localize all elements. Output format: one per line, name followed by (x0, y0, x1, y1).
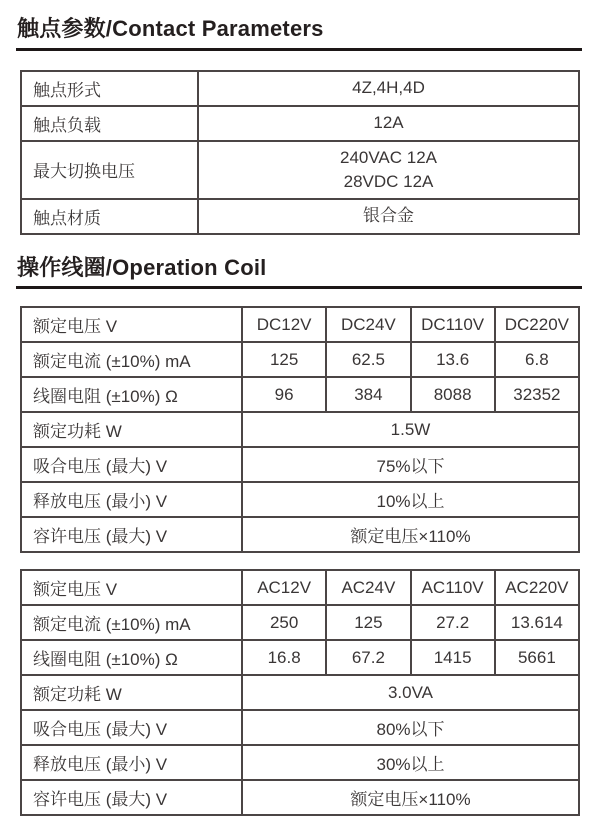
spec-label-cell: 额定电流 (±10%) mA (21, 342, 242, 377)
contact-table-row (21, 199, 579, 234)
spec-value-cell (198, 141, 579, 199)
spec-value-line: 240VAC 12A (339, 147, 438, 167)
spec-value-line: 28VDC 12A (343, 171, 434, 191)
spec-value-cell: 27.2 (411, 605, 495, 640)
spec-value-cell: 1415 (411, 640, 495, 675)
coil-table-row (21, 412, 579, 447)
coil-voltage-header-cell: DC220V (495, 307, 579, 342)
coil-table-header-row (21, 307, 579, 342)
spec-label-cell: 触点形式 (21, 71, 198, 106)
spec-value-cell: 6.8 (495, 342, 579, 377)
spec-label-cell: 额定电压 V (21, 570, 242, 605)
coil-table-row (21, 482, 579, 517)
spec-value-cell: 67.2 (326, 640, 410, 675)
spec-label-cell: 释放电压 (最小) V (21, 745, 242, 780)
contact-table-row (21, 106, 579, 141)
spec-value-cell: 384 (326, 377, 410, 412)
spec-label-cell: 触点材质 (21, 199, 198, 234)
spec-label-cell: 触点负载 (21, 106, 198, 141)
spec-value-line: 12A (373, 113, 404, 132)
spec-label-cell: 线圈电阻 (±10%) Ω (21, 377, 242, 412)
spec-span-value-cell: 75%以下 (242, 447, 579, 482)
spec-span-value-cell: 额定电压×110% (242, 780, 579, 815)
spec-label-cell: 线圈电阻 (±10%) Ω (21, 640, 242, 675)
spec-value-cell: 125 (326, 605, 410, 640)
spec-value-cell (198, 199, 579, 234)
spec-span-value-cell: 额定电压×110% (242, 517, 579, 552)
contact-table-row (21, 141, 579, 199)
dc-coil-table (20, 306, 580, 553)
spec-value-cell: 96 (242, 377, 326, 412)
coil-voltage-header-cell: AC220V (495, 570, 579, 605)
spec-label-cell: 释放电压 (最小) V (21, 482, 242, 517)
spec-value-cell: 250 (242, 605, 326, 640)
coil-voltage-header-cell: DC24V (326, 307, 410, 342)
dc-coil-table-body (21, 307, 579, 552)
coil-voltage-header-cell: DC110V (411, 307, 495, 342)
coil-table-row (21, 377, 579, 412)
spec-span-value-cell: 80%以下 (242, 710, 579, 745)
contact-parameters-table (20, 70, 580, 235)
coil-voltage-header-cell: AC24V (326, 570, 410, 605)
spec-label-cell: 容许电压 (最大) V (21, 517, 242, 552)
coil-voltage-header-cell: AC12V (242, 570, 326, 605)
spec-label-cell: 吸合电压 (最大) V (21, 710, 242, 745)
spec-value-cell (198, 71, 579, 106)
spec-span-value-cell: 3.0VA (242, 675, 579, 710)
coil-table-row (21, 675, 579, 710)
coil-table-header-row (21, 570, 579, 605)
spec-value-cell: 62.5 (326, 342, 410, 377)
spec-span-value-cell: 1.5W (242, 412, 579, 447)
spec-label-cell: 额定电压 V (21, 307, 242, 342)
coil-voltage-header-cell: AC110V (411, 570, 495, 605)
spec-span-value-cell: 30%以上 (242, 745, 579, 780)
coil-table-row (21, 710, 579, 745)
spec-value-cell: 16.8 (242, 640, 326, 675)
spec-value-cell (198, 106, 579, 141)
spec-label-cell: 最大切换电压 (21, 141, 198, 199)
ac-coil-table (20, 569, 580, 816)
contact-parameters-table-body (21, 71, 579, 234)
spec-label-cell: 额定电流 (±10%) mA (21, 605, 242, 640)
contact-table-row (21, 71, 579, 106)
coil-table-row (21, 605, 579, 640)
coil-table-row (21, 640, 579, 675)
spec-value-cell: 13.614 (495, 605, 579, 640)
spec-value-line: 银合金 (363, 206, 414, 225)
spec-value-cell: 13.6 (411, 342, 495, 377)
spec-value-line: 4Z,4H,4D (352, 78, 425, 97)
coil-table-row (21, 780, 579, 815)
spec-value-cell: 125 (242, 342, 326, 377)
coil-voltage-header-cell: DC12V (242, 307, 326, 342)
coil-table-row (21, 447, 579, 482)
spec-value-cell: 8088 (411, 377, 495, 412)
spec-label-cell: 额定功耗 W (21, 412, 242, 447)
spec-label-cell: 容许电压 (最大) V (21, 780, 242, 815)
coil-table-row (21, 517, 579, 552)
operation-coil-title: 操作线圈/Operation Coil (16, 254, 582, 290)
spec-span-value-cell: 10%以上 (242, 482, 579, 517)
spec-value-cell: 5661 (495, 640, 579, 675)
ac-coil-table-body (21, 570, 579, 815)
spec-value-cell: 32352 (495, 377, 579, 412)
coil-table-row (21, 342, 579, 377)
coil-table-row (21, 745, 579, 780)
spec-label-cell: 吸合电压 (最大) V (21, 447, 242, 482)
spec-label-cell: 额定功耗 W (21, 675, 242, 710)
contact-parameters-title: 触点参数/Contact Parameters (16, 15, 582, 51)
